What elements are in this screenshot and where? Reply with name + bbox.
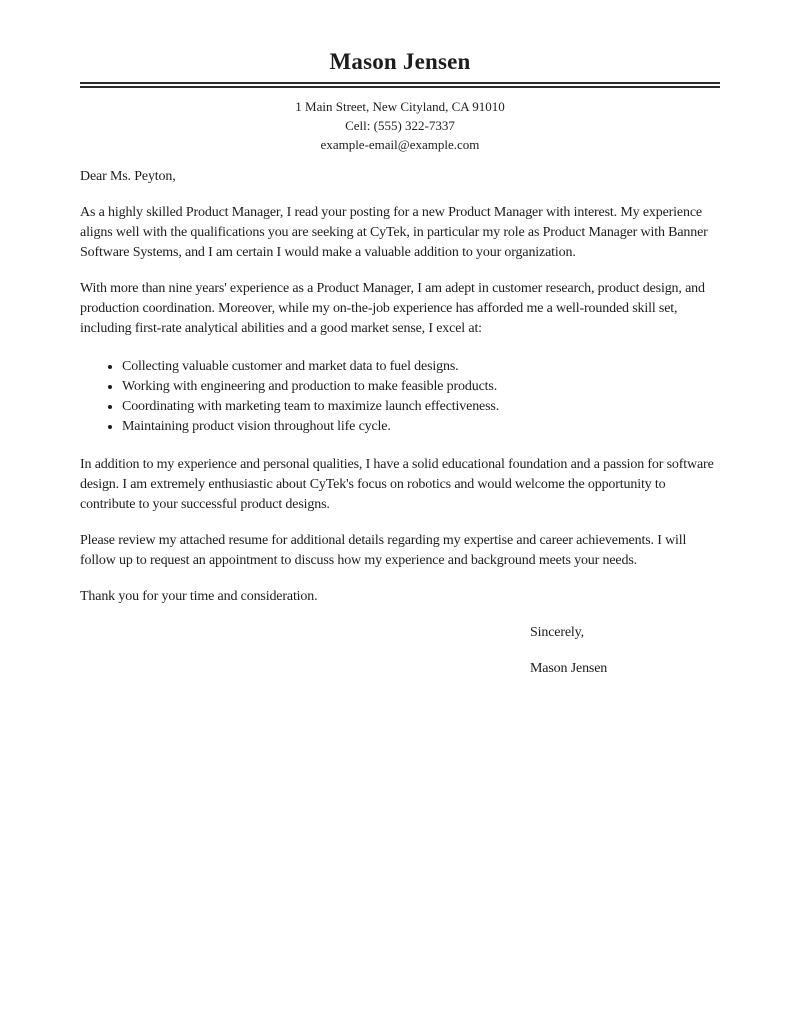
- salutation: Dear Ms. Peyton,: [80, 169, 176, 184]
- header-double-rule: [80, 82, 720, 88]
- letter-body: [80, 167, 720, 679]
- bullet-item: • Coordinating with marketing team to maximize launch effectiveness.: [122, 397, 720, 417]
- bullet-item: • Collecting valuable customer and market data to fuel designs.: [122, 357, 720, 377]
- contact-block: [80, 97, 720, 154]
- valediction: Sincerely,: [530, 625, 584, 640]
- contact-address: 1 Main Street, New Cityland, CA 91010: [295, 99, 505, 114]
- skill-bullet-list: [80, 357, 720, 437]
- paragraph-experience: With more than nine years' experience as a Product Manager, I am adept in customer research, product design, and production coordination. Moreover, while my on-the-job experience has afforded me a well-rounded skill set, including first-rate analytical abilities and a good market sense, I excel at:: [80, 281, 705, 336]
- letter-author-name: Mason Jensen: [329, 49, 471, 74]
- contact-email: example-email@example.com: [320, 137, 480, 152]
- paragraph-thanks: Thank you for your time and consideration.: [80, 589, 318, 604]
- paragraph-intro: As a highly skilled Product Manager, I read your posting for a new Product Manager with interest. My experience aligns well with the qualifications you are seeking at CyTek, in particular my role as Product Manager with Banner Software Systems, and I am certain I would make a valuable addition to your organization.: [80, 205, 708, 260]
- paragraph-education: In addition to my experience and personal qualities, I have a solid educational foundation and a passion for software design. I am extremely enthusiastic about CyTek's focus on robotics and would welcome the opportunity to contribute to your successful product designs.: [80, 457, 714, 512]
- bullet-item: • Maintaining product vision throughout life cycle.: [122, 417, 720, 437]
- signature-name: Mason Jensen: [530, 661, 608, 676]
- contact-phone: Cell: (555) 322-7337: [345, 118, 455, 133]
- bullet-item: • Working with engineering and production to make feasible products.: [122, 377, 720, 397]
- paragraph-follow-up: Please review my attached resume for additional details regarding my expertise and career achievements. I will follow up to request an appointment to discuss how my experience and background meets your needs.: [80, 533, 687, 568]
- closing-block: [530, 623, 720, 679]
